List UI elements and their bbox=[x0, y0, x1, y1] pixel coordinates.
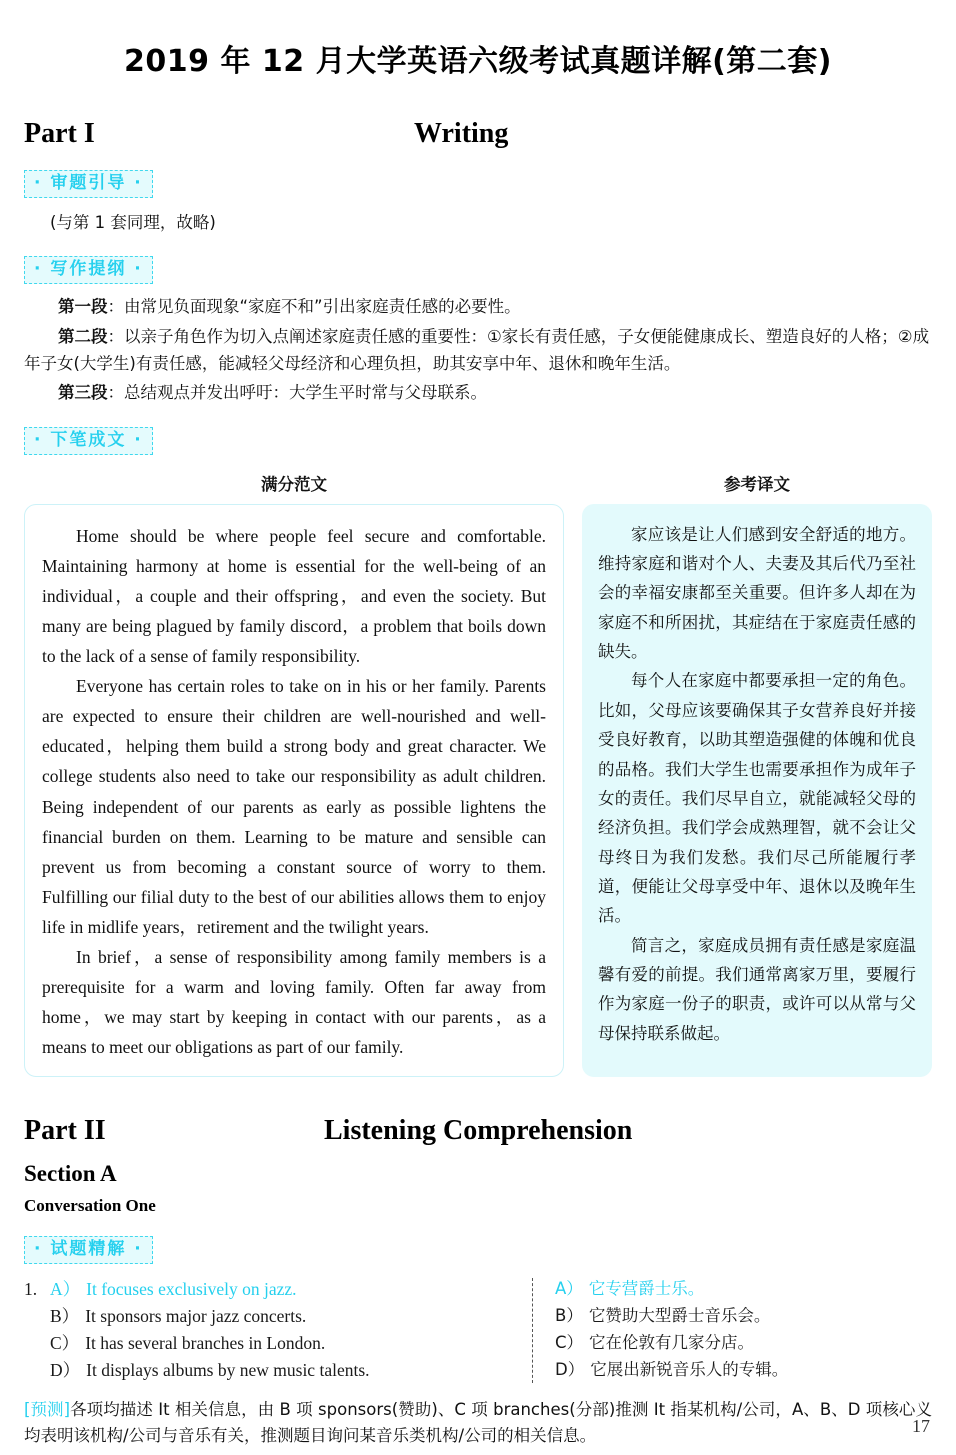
outline-item-head: 第二段 bbox=[58, 326, 108, 346]
model-essay-box bbox=[24, 504, 564, 1078]
prediction-body: 各项均描述 It 相关信息，由 B 项 sponsors(赞助)、C 项 branches(分部)推测 It 指某机构/公司，A、B、D 项核心义均表明该机构/公司与音乐有关，推测题目询问某音乐类机构/公司的相关信息。 bbox=[24, 1399, 932, 1446]
option-key: B） bbox=[555, 1305, 583, 1325]
prediction-tag: [预测] bbox=[24, 1399, 71, 1419]
option-indent bbox=[24, 1330, 50, 1357]
option-row-c[interactable] bbox=[24, 1330, 532, 1357]
option-key: B） bbox=[50, 1306, 80, 1327]
translation-box bbox=[582, 504, 932, 1078]
essay-paragraph: In brief，a sense of responsibility among family members is a prerequisite for a warm and loving family. Often far away from home，we may start by keeping in contact with our parents，as a means to meet our obligations as part of our family. bbox=[42, 946, 546, 1058]
part-1-header bbox=[0, 118, 956, 150]
outline-item-body: ：由常见负面现象“家庭不和”引出家庭责任感的必要性。 bbox=[107, 297, 521, 317]
translation-paragraph: 简言之，家庭成员拥有责任感是家庭温馨有爱的前提。我们通常离家万里，要履行作为家庭一份子的职责，或许可以从常与父母保持联系做起。 bbox=[598, 935, 916, 1043]
conversation-one-heading: Conversation One bbox=[24, 1196, 156, 1216]
question-block bbox=[0, 1276, 956, 1385]
badge-essay: · 下笔成文 · bbox=[24, 427, 153, 455]
essay-column-headers bbox=[0, 471, 956, 495]
badge-explain-wrap bbox=[0, 1236, 956, 1264]
badge-essay-wrap bbox=[0, 427, 956, 455]
outline-item bbox=[24, 294, 932, 321]
badge-analysis-wrap bbox=[0, 170, 956, 198]
part-2-header bbox=[0, 1115, 956, 1147]
translation-paragraph: 家应该是让人们感到安全舒适的地方。维持家庭和谐对个人、夫妻及其后代乃至社会的幸福安康都至关重要。但许多人却在为家庭不和所困扰，其症结在于家庭责任感的缺失。 bbox=[598, 524, 916, 662]
option-indent bbox=[24, 1303, 50, 1330]
option-row-d[interactable] bbox=[24, 1357, 532, 1384]
badge-analysis: · 审题引导 · bbox=[24, 170, 153, 198]
question-number: 1. bbox=[24, 1279, 38, 1300]
page-number: 17 bbox=[912, 1416, 930, 1436]
badge-question-explanation: · 试题精解 · bbox=[24, 1236, 153, 1264]
option-row-cn-d[interactable] bbox=[555, 1357, 938, 1384]
outline-item-body: ：总结观点并发出呼吁：大学生平时常与父母联系。 bbox=[107, 383, 487, 403]
essay-columns bbox=[0, 504, 956, 1078]
option-text: It has several branches in London. bbox=[85, 1333, 326, 1354]
outline-item bbox=[24, 380, 932, 407]
page-root bbox=[0, 36, 956, 1455]
option-row-cn-b[interactable] bbox=[555, 1303, 938, 1330]
outline-list bbox=[0, 294, 956, 407]
badge-outline: · 写作提纲 · bbox=[24, 256, 153, 284]
outline-item-head: 第三段 bbox=[58, 383, 108, 403]
option-text: 它展出新锐音乐人的专辑。 bbox=[590, 1359, 789, 1379]
option-key: C） bbox=[50, 1333, 80, 1354]
option-row-cn-c[interactable] bbox=[555, 1330, 938, 1357]
option-text: It displays albums by new music talents. bbox=[86, 1360, 370, 1381]
option-row-b[interactable] bbox=[24, 1303, 532, 1330]
column-divider bbox=[532, 1278, 533, 1383]
outline-item-head: 第一段 bbox=[58, 297, 108, 317]
part-1-label: Part I bbox=[24, 118, 95, 149]
option-row-cn-a[interactable] bbox=[555, 1276, 938, 1303]
option-text: It sponsors major jazz concerts. bbox=[85, 1306, 307, 1327]
essay-paragraph: Home should be where people feel secure and comfortable. Maintaining harmony at home is essential for the well-being of an individual，a couple and their offspring，and even the society. But many are being plagued by family discord，a problem that boils down to the lack of a sense of family responsibility. bbox=[42, 525, 546, 667]
outline-item-body: ：以亲子角色作为切入点阐述家庭责任感的重要性：①家长有责任感，子女便能健康成长、塑造良好的人格；②成年子女(大学生)有责任感，能减轻父母经济和心理负担，助其安享中年、退休和晚年生活。 bbox=[24, 326, 930, 373]
badge-outline-wrap bbox=[0, 256, 956, 284]
page-title: 2019 年 12 月大学英语六级考试真题详解(第二套) bbox=[124, 44, 832, 79]
option-text: It focuses exclusively on jazz. bbox=[86, 1279, 297, 1300]
essay-paragraph: Everyone has certain roles to take on in his or her family. Parents are expected to ensure their children are well-nourished and well-educated，helping them build a strong body and great character. We college students also need to take our responsibility as adult children. Being independent of our parents as early as possible lightens the financial burden on them. Learning to be mature and sensible can prevent us from becoming a constant source of worry to them. Fulfilling our filial duty to the best of our abilities allows them to enjoy life in midlife years，retirement and the twilight years. bbox=[42, 676, 546, 937]
column-header-model-essay: 满分范文 bbox=[261, 474, 327, 494]
question-options-en bbox=[24, 1276, 532, 1385]
option-key: A） bbox=[555, 1279, 583, 1299]
part-2-label: Part II bbox=[24, 1115, 106, 1147]
option-text: 它赞助大型爵士音乐会。 bbox=[588, 1305, 771, 1325]
column-header-translation: 参考译文 bbox=[724, 474, 790, 494]
option-key: D） bbox=[50, 1360, 81, 1381]
part-2-name: Listening Comprehension bbox=[324, 1115, 633, 1147]
part-1-name: Writing bbox=[414, 118, 509, 149]
prediction-paragraph bbox=[0, 1397, 956, 1450]
option-row-a[interactable] bbox=[24, 1276, 532, 1303]
analysis-note: (与第 1 套同理，故略) bbox=[50, 212, 216, 232]
option-key: A） bbox=[50, 1279, 81, 1300]
section-a-heading: Section A bbox=[24, 1161, 117, 1187]
outline-item bbox=[24, 324, 932, 377]
question-options-cn bbox=[555, 1276, 938, 1385]
option-text: 它专营爵士乐。 bbox=[588, 1279, 705, 1299]
option-key: D） bbox=[555, 1359, 585, 1379]
option-key: C） bbox=[555, 1332, 584, 1352]
option-text: 它在伦敦有几家分店。 bbox=[589, 1332, 755, 1352]
translation-paragraph: 每个人在家庭中都要承担一定的角色。比如，父母应该要确保其子女营养良好并接受良好教育，以助其塑造强健的体魄和优良的品格。我们大学生也需要承担作为成年子女的责任。我们尽早自立，就能减轻父母的经济负担。我们学会成熟理智，就不会让父母终日为我们发愁。我们尽己所能履行孝道，便能让父母享受中年、退休以及晚年生活。 bbox=[598, 671, 916, 926]
option-indent bbox=[24, 1357, 50, 1384]
